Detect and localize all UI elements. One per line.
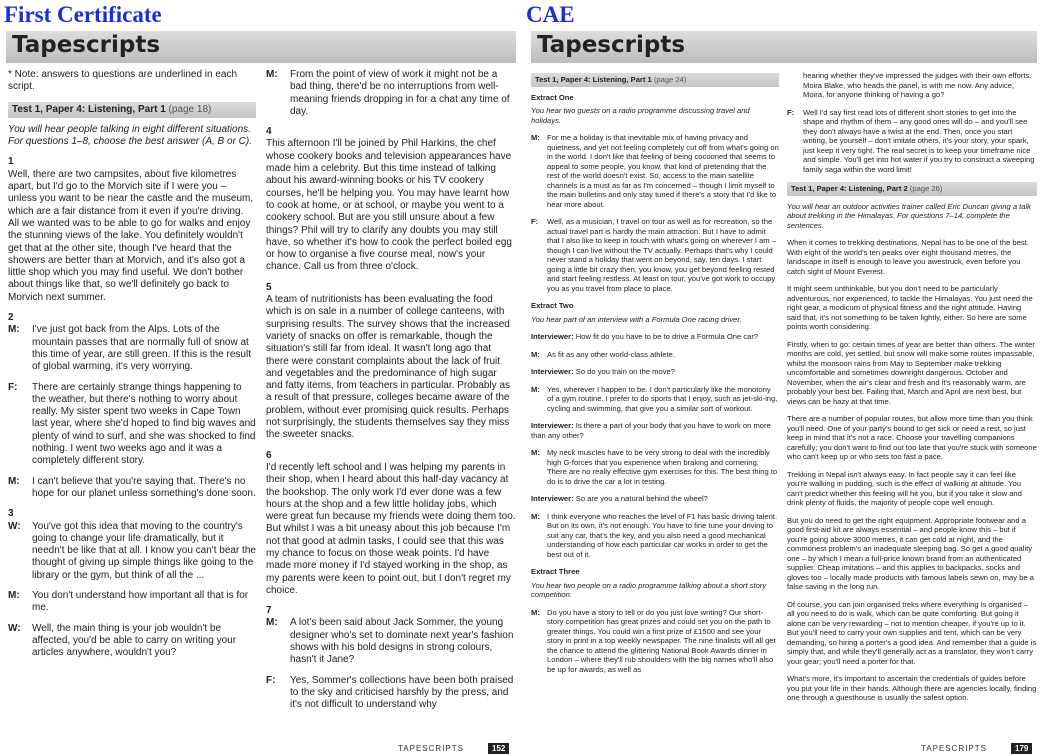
- item-number-6: 6: [266, 449, 272, 461]
- left-page-number: 152: [488, 743, 509, 754]
- paragraph-5: A team of nutritionists has been evaluating the food which is on sale in a number of college canteens, with surprising results. The survey shows that the increased variety of snacks on offer is remarkable, though the situation's still far from ideal. It wasn't long ago that there were constant complaints about the lack of fruit and vegetables and the predominance of high sugar and fatty items, from teachers in particular. Probably as a result of that pressure, colleges became aware of the problem, without ever promising quick results. Perhaps not surprisingly, the students themselves say they miss the sweeter snacks.: [266, 294, 510, 441]
- speaker-label: M:: [8, 589, 20, 601]
- instructions: You will hear people talking in eight different situations. For questions 1–8, choose the best answer (A, B or C).: [8, 123, 253, 148]
- speaker-text: Well, the main thing is your job wouldn't be affected, you'd be able to carry on writing your articles anywhere, wouldn't you?: [32, 622, 237, 659]
- item-number-7: 7: [266, 605, 272, 617]
- right-column-2: [787, 71, 1037, 751]
- speaker-turn: [8, 521, 256, 582]
- interviewer-turn: [531, 494, 779, 504]
- speaker-turn: [531, 512, 779, 560]
- speaker-turn: [531, 385, 779, 414]
- paragraph: It might seem unthinkable, but you don't need to be particularly adventurous, nor experienced, to tackle the Himalayas. You just need the right gear, a modicum of physical fitness and the right attitude. Having said that, it's not something to be taken lightly, either. So here are some points worth considering.: [787, 284, 1033, 331]
- speaker-text: You've got this idea that moving to the country's going to change your life dramatically, but it needn't be like that at all. I know you can't bear the thought of giving up simple things like going to the library or the gym, but think of all the ...: [32, 520, 256, 581]
- speaker-label: F:: [531, 217, 539, 226]
- speaker-turn: [8, 590, 256, 615]
- interviewer-text: Is there a part of your body that you have to work on more than any other?: [531, 421, 771, 440]
- speaker-label: W:: [8, 622, 21, 634]
- left-column-1: [8, 69, 256, 749]
- speaker-text: From the point of view of work it might not be a bad thing, there'd be no interruptions from well-meaning friends dropping in for a chat any time of day.: [290, 69, 510, 117]
- interviewer-label: Interviewer:: [531, 494, 574, 503]
- speaker-label: F:: [266, 674, 276, 686]
- right-banner: [531, 31, 1037, 63]
- extract-intro: You hear two people on a radio programme talking about a short story competition.: [531, 580, 767, 599]
- left-banner: [6, 31, 516, 63]
- speaker-text: Yes, wherever I happen to be. I don't particularly like the monotony of a gym routine. I prefer to do sports that I enjoy, such as jet-ski-ing, cycling and swimming, that give you a similar sort of workout.: [547, 384, 778, 413]
- left-page: [0, 27, 522, 755]
- interviewer-label: Interviewer:: [531, 332, 574, 341]
- interviewer-turn: [531, 367, 779, 377]
- item-number-4: 4: [266, 126, 272, 138]
- speaker-label: M:: [531, 384, 540, 394]
- paragraph: Firstly, when to go: certain times of year are better than others. The winter months are cold, yet settled, but snow will make some routes impassable, whilst the monsoon rains from May to September make trekking uncomfortable and sometimes downright dangerous. October and November, when the air's clear and fresh and it's reasonably warm, are probably your best bet. Failing that, March and April are next best, but views can be hazy at that time.: [787, 339, 1035, 406]
- paragraph: Of course, you can join organised treks where everything is organised – all you need to do is walk, which can be quite comforting. But going it alone can be very rewarding – not to mention cheaper, if you're up to it. But you'll need to carry your own supplies and tent, which can be very demanding, so hiring a porter's a good idea. And remember that a guide is simply that, and while they'll generally act as a translator, they won't carry your gear; you'll need a porter for that.: [787, 599, 1037, 666]
- extract-heading: Extract Three: [531, 567, 580, 576]
- interviewer-text: How fit do you have to be to drive a Formula One car?: [575, 332, 759, 341]
- speaker-label: W:: [8, 520, 21, 532]
- first-certificate-label: First Certificate: [4, 2, 162, 27]
- paragraph: There are a number of popular routes, but allow more time than you think you'll need. One of your party's bound to get sick or need a rest, so just keep in mind that it's not a race. Choose your travelling companions carefully; you don't want to find out too late that you're stuck with someone who can't keep up or who sets too fast a pace.: [787, 414, 1037, 461]
- speaker-turn: [531, 448, 779, 486]
- speaker-turn: [787, 108, 1037, 175]
- speaker-turn: [531, 608, 779, 675]
- speaker-text: I've just got back from the Alps. Lots of the mountain passes that are normally full of snow at this time of year, are still green. If this is the result of global warming, it's very worrying.: [32, 324, 251, 373]
- section-page-ref: (page 24): [653, 75, 687, 84]
- speaker-text: As fit as any other world-class athlete.: [547, 349, 675, 359]
- speaker-text: You don't understand how important all that is for me.: [32, 589, 249, 614]
- right-page: [525, 27, 1043, 755]
- right-column-1: [531, 71, 779, 751]
- section-heading: [8, 102, 256, 118]
- section-title: Test 1, Paper 4: Listening, Part 2: [791, 184, 908, 193]
- section-page-ref: (page 26): [909, 184, 943, 193]
- right-page-number: 179: [1011, 743, 1032, 754]
- speaker-label: M:: [266, 617, 278, 629]
- speaker-text: Do you have a story to tell or do you just love writing? Our short-story competition has great prizes and could set you on the path to greater things. You could win a first prize of £1500 and see your story in print in a top weekly newspaper. The nine finalists will all get the chance to attend the glittering National Book Awards dinner in London – where they'll rub shoulders with the big names who'll also be up for awards, as well as: [547, 607, 776, 674]
- extract-heading: Extract One: [531, 92, 574, 102]
- paragraph: Trekking in Nepal isn't always easy. In fact people say it can feel like you're walking in pudding, such is the effect of walking at altitude. You can't predict whether this feeling will hit you, but if you take it slow and drink plenty of fluids, the majority of people cope well enough.: [787, 469, 1022, 507]
- speaker-turn: [8, 476, 256, 501]
- interviewer-turn: [531, 332, 779, 342]
- speaker-text: There are certainly strange things happening to the weather, but there's nothing to worry about really. My sister spent two weeks in Cape Town last year, where she'd hoped to find big waves and plenty of wind to surf, and she was shocked to find nothing. I went two weeks ago and it was a completely different story.: [32, 381, 256, 467]
- cae-label: CAE: [526, 2, 575, 27]
- speaker-turn: [8, 324, 256, 373]
- speaker-text: Well I'd say first read lots of different short stories to get into the shape and rhythm of them – any good ones will do – and you'll see they don't always have a twist at the end. Then, once you start writing, be yourself – don't imitate others, it's your story, your spark, just keep it very tight. The real secret is to keep your timeframe nice and simple. You'll get into hot water if you try to construct a sweeping family saga within the word limit!: [803, 107, 1035, 174]
- section-title: Test 1, Paper 4: Listening, Part 1: [12, 103, 166, 115]
- speaker-label: F:: [787, 107, 795, 117]
- part2-intro: You will hear an outdoor activities trainer called Eric Duncan giving a talk about trekking in the Himalayas. For questions 7–14, complete the sentences.: [787, 201, 1031, 230]
- continued-text: hearing whether they've impressed the judges with their own efforts. Moira Blake, who heads the panel, is with me now. Any advice, Moira, for anyone thinking of having a go?: [803, 71, 1032, 99]
- speaker-turn: [266, 617, 516, 666]
- section-page-ref: (page 18): [168, 103, 212, 115]
- section-heading: [531, 73, 779, 87]
- left-banner-title: Tapescripts: [12, 32, 161, 58]
- speaker-turn: [8, 382, 256, 468]
- speaker-turn: [531, 217, 779, 293]
- speaker-label: M:: [531, 349, 540, 359]
- speaker-text: I can't believe that you're saying that. There's no hope for our planet unless something's done soon.: [32, 475, 256, 499]
- speaker-turn: [531, 350, 779, 360]
- left-footer: TAPESCRIPTS: [398, 744, 464, 753]
- extract-heading: Extract Two: [531, 301, 574, 310]
- item-number-5: 5: [266, 281, 272, 293]
- speaker-label: M:: [8, 324, 20, 336]
- speaker-text: Yes, Sommer's collections have been both praised to the sky and criticised harshly by the press, and it's not difficult to understand why: [290, 674, 514, 711]
- speaker-label: M:: [8, 475, 20, 487]
- speaker-turn: [266, 675, 516, 712]
- speaker-text: For me a holiday is that inevitable mix of having privacy and quietness, and yet not feeling completely cut off from what's going on in the world. I don't like that feeling of being cocooned that seems to appeal to some people, you know, that kind of pretending that the rest of the world doesn't exist. So, access to the main satellite channels is a must as far as I'm concerned – though I limit myself to the main bulletins and only stay tuned if there's a story that I'd like to hear more about.: [547, 133, 779, 209]
- speaker-label: M:: [531, 133, 540, 142]
- interviewer-turn: [531, 421, 779, 440]
- interviewer-text: So do you train on the move?: [575, 367, 675, 376]
- speaker-label: M:: [266, 69, 278, 80]
- interviewer-label: Interviewer:: [531, 421, 574, 430]
- speaker-label: M:: [531, 511, 540, 521]
- right-banner-title: Tapescripts: [537, 32, 686, 58]
- item-number-1: 1: [8, 156, 14, 168]
- speaker-turn: [266, 69, 516, 118]
- left-column-2: [266, 69, 516, 749]
- extract-intro: You hear two guests on a radio programme discussing travel and holidays.: [531, 106, 750, 125]
- speaker-text: I think everyone who reaches the level of F1 has basic driving talent. But on its own, it's not enough. You have to fine tune your driving to suit any car, that's the key, and you also need a good mechanical understanding of how each particular car works in order to get the best out of it.: [547, 511, 778, 559]
- section-heading: [787, 182, 1037, 196]
- speaker-turn: [8, 623, 256, 660]
- extract-intro: You hear part of an interview with a Formula One racing driver.: [531, 314, 742, 324]
- paragraph-1: Well, there are two campsites, about five kilometres apart, but I'd go to the Morvich site if I were you – unless you want to be near the castle and the museum, which are a fair distance from it even if you're driving. All we wanted was to be able to go for walks and enjoy the stunning views of the lake. You definitely wouldn't get that at the other site, though I've heard that the showers are better than at Morvich, and it's also got a little shop which you may find useful. We don't bother about things like that, so we'll definitely go back to Morvich next summer.: [8, 168, 254, 303]
- item-number-3: 3: [8, 508, 14, 520]
- speaker-label: F:: [8, 381, 18, 393]
- item-number-2: 2: [8, 312, 14, 324]
- note: * Note: answers to questions are underlined in each script.: [8, 69, 238, 93]
- paragraph-6: I'd recently left school and I was helping my parents in their shop, when I heard about this half-day vacancy at the bookshop. The only work I'd ever done was a few hours at the shop and a few little holiday jobs, which were great fun because my friends were doing them too. But whilst I was a bit uneasy about this job because I'm not that good at admin tasks, I could see that this was my chance to focus on those weak points. I'd have made more money if I'd stayed working in the shop, as my parents were keen to point out, but I don't regret my choice.: [266, 461, 516, 596]
- speaker-text: My neck muscles have to be very strong to deal with the incredibly high G-forces that you experience when braking and cornering. There are no really effective gym exercises for this. The best thing to do is to drive the car a lot in testing.: [547, 448, 778, 486]
- speaker-label: M:: [531, 607, 540, 617]
- interviewer-text: So are you a natural behind the wheel?: [575, 494, 708, 503]
- speaker-text: A lot's been said about Jack Sommer, the young designer who's set to dominate next year's fashion shows with his bold designs in strong colours, hasn't it Jane?: [290, 617, 514, 666]
- speaker-turn: [531, 133, 779, 209]
- paragraph: When it comes to trekking destinations, Nepal has to be one of the best. With eight of the world's ten peaks over eight thousand metres, the landscape in itself is enough to leave you awestruck, even before you catch sight of Mount Everest.: [787, 238, 1029, 276]
- speaker-label: M:: [531, 448, 540, 457]
- paragraph-4: This afternoon I'll be joined by Phil Harkins, the chef whose cookery books and television appearances have made him a celebrity. But this time instead of talking about his award-winning books or his TV cookery courses, he'll be helping you. You may have learnt how to cook at home, or at school, or maybe you went to a cookery school. But are you still unsure about a few things? Phil will try to clarify any doubts you may still have, so whether it's how to cook the perfect boiled egg or how to organise a five course meal, now's your chance. Call us from three o'clock.: [266, 138, 512, 273]
- interviewer-label: Interviewer:: [531, 367, 574, 376]
- paragraph: But you do need to get the right equipment. Appropriate footwear and a good first-aid kit are always essential – and people know this – but if you're going above 3000 metres, it can get cold at night, and the commonest problem's an inadequate sleeping bag. So get a good quality one – by which I mean a full-price known brand from an authenticated supplier. Cheap imitations – and this applies to backpacks, socks and gloves too – locally made products with famous labels sewn on, may be a false saving in the long run.: [787, 515, 1034, 591]
- right-footer: TAPESCRIPTS: [921, 744, 987, 753]
- paragraph: What's more, it's important to ascertain the credentials of guides before you put your life in their hands. Although there are agencies locally, finding one through a guesthouse is usually the safest option.: [787, 674, 1037, 702]
- speaker-text: Well, as a musician, I travel on tour as well as for recreation, so the actual travel part is hardly the main attraction. But I have to admit that I also like to keep in touch with what's going on wherever I am – though I can live without the TV actually. Perhaps that's why I could never stand a holiday that went on beyond, say, ten days. I start going a little bit crazy then, you know, you get beyond feeling rested and start feeling restless. At least on tour, you've got work to occupy you as you travel from place to place.: [547, 217, 776, 293]
- section-title: Test 1, Paper 4: Listening, Part 1: [535, 75, 652, 84]
